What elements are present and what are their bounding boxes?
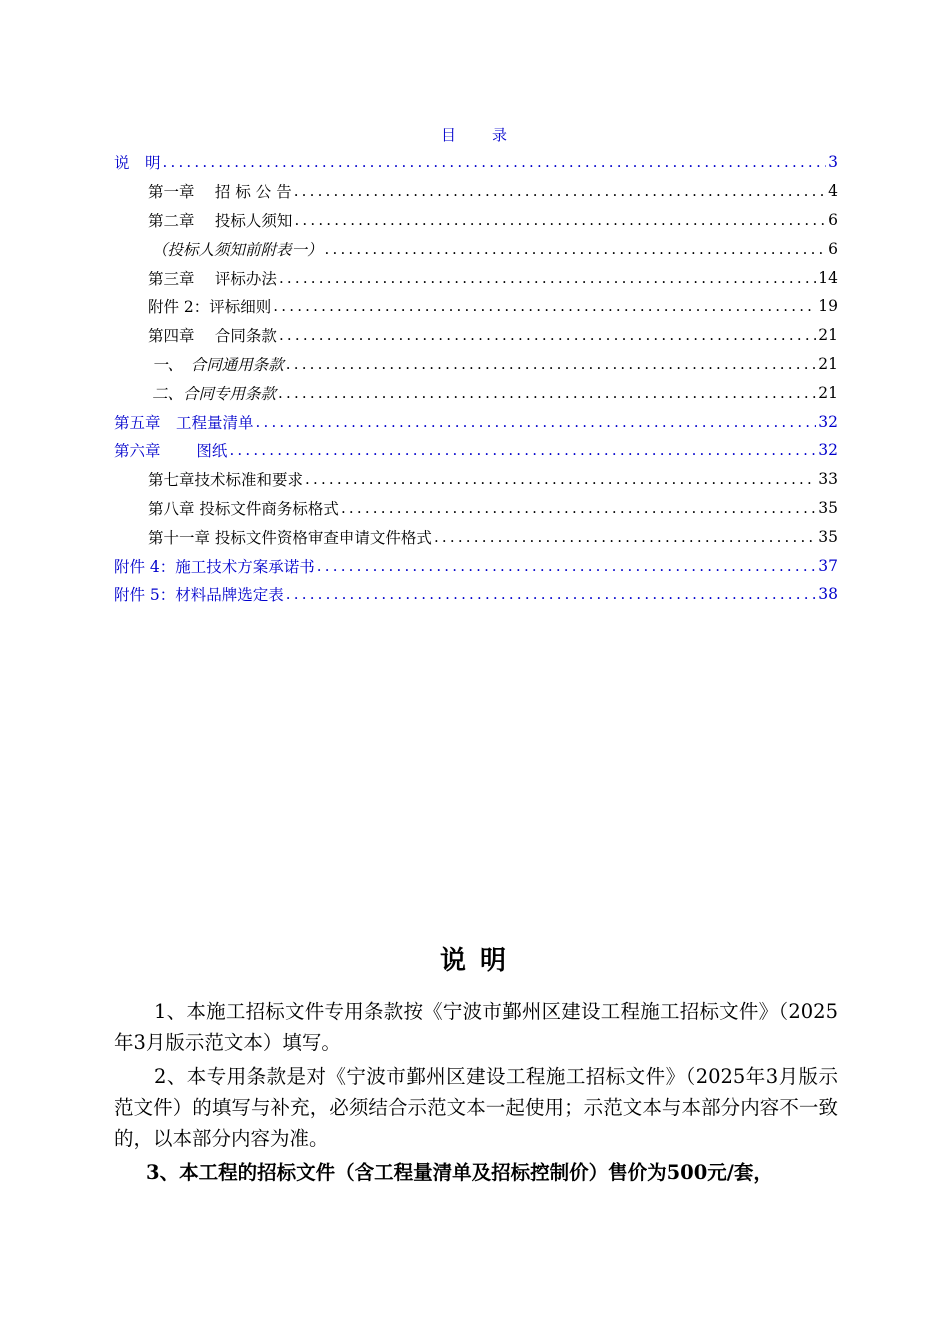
toc-entry-page: 35 [818, 527, 838, 546]
table-of-contents [114, 148, 838, 609]
section-body [114, 996, 838, 1191]
toc-entry-page: 19 [818, 297, 838, 316]
toc-leader-dots [278, 384, 816, 402]
toc-entry-label: 附件 5：材料品牌选定表 [114, 586, 284, 605]
toc-entry-chapter-1[interactable] [114, 177, 838, 206]
toc-entry-page: 6 [828, 210, 838, 229]
toc-leader-dots [279, 326, 816, 344]
toc-leader-dots [256, 413, 817, 431]
toc-entry-label: 第三章 评标办法 [148, 269, 277, 288]
toc-leader-dots [294, 182, 826, 200]
toc-entry-page: 21 [818, 383, 838, 402]
toc-entry-general-terms[interactable] [114, 350, 838, 379]
toc-entry-chapter-5[interactable] [114, 407, 838, 436]
toc-leader-dots [286, 355, 817, 373]
toc-entry-chapter-3[interactable] [114, 263, 838, 292]
toc-entry-page: 3 [828, 153, 838, 172]
toc-leader-dots [163, 153, 827, 171]
toc-entry-page: 21 [818, 354, 838, 373]
toc-entry-chapter-4[interactable] [114, 321, 838, 350]
toc-entry-label: 附件 2：评标细则 [148, 298, 272, 317]
toc-entry-chapter-7[interactable] [114, 465, 838, 494]
toc-entry-page: 6 [828, 239, 838, 258]
toc-entry-page: 21 [818, 326, 838, 345]
toc-entry-special-terms[interactable] [114, 378, 838, 407]
toc-entry-label: 附件 4：施工技术方案承诺书 [114, 557, 315, 576]
toc-entry-label: 一、 合同通用条款 [152, 355, 284, 374]
toc-entry-attachment-2[interactable] [114, 292, 838, 321]
toc-entry-attachment-5[interactable] [114, 580, 838, 609]
toc-entry-page: 37 [818, 556, 838, 575]
toc-entry-page: 32 [818, 412, 838, 431]
toc-entry-page: 32 [818, 441, 838, 460]
toc-leader-dots [229, 441, 816, 459]
toc-leader-dots [325, 240, 827, 258]
toc-entry-label: 第七章技术标准和要求 [148, 471, 304, 490]
toc-entry-label: 第一章 招 标 公 告 [148, 183, 292, 202]
toc-entry-explanation[interactable] [114, 148, 838, 177]
toc-entry-chapter-11[interactable] [114, 522, 838, 551]
toc-entry-label: 第十一章 投标文件资格审查申请文件格式 [148, 528, 432, 547]
toc-entry-page: 33 [818, 470, 838, 489]
toc-entry-label: 第五章 工程量清单 [114, 413, 254, 432]
toc-entry-page: 14 [818, 268, 838, 287]
toc-entry-label: 第二章 投标人须知 [148, 211, 293, 230]
toc-entry-label: 第八章 投标文件商务标格式 [148, 499, 339, 518]
toc-leader-dots [341, 499, 816, 517]
toc-entry-label: 二、合同专用条款 [152, 384, 277, 403]
toc-leader-dots [317, 557, 816, 575]
paragraph-3: 3、本工程的招标文件（含工程量清单及招标控制价）售价为500元/套， [146, 1161, 773, 1184]
toc-leader-dots [279, 269, 816, 287]
toc-entry-chapter-2[interactable] [114, 206, 838, 235]
toc-leader-dots [286, 585, 816, 603]
toc-entry-chapter-8[interactable] [114, 494, 838, 523]
section-heading: 说明 [439, 946, 520, 976]
toc-leader-dots [294, 211, 826, 229]
toc-entry-chapter-6[interactable] [114, 436, 838, 465]
toc-leader-dots [434, 528, 816, 546]
toc-entry-page: 38 [818, 585, 838, 604]
paragraph-1: 1、本施工招标文件专用条款按《宁波市鄞州区建设工程施工招标文件》（2025年3月版示范文本）填写。 [114, 1000, 838, 1054]
toc-title: 目 录 [440, 126, 509, 144]
toc-entry-page: 35 [818, 498, 838, 517]
toc-entry-bidder-notice-table[interactable] [114, 234, 838, 263]
toc-entry-label: 第六章 图纸 [114, 442, 228, 461]
toc-entry-label: （投标人须知前附表一） [152, 240, 323, 259]
toc-entry-label: 第四章 合同条款 [148, 327, 277, 346]
toc-entry-label: 说 明 [114, 154, 161, 173]
toc-entry-page: 4 [828, 182, 838, 201]
paragraph-2: 2、本专用条款是对《宁波市鄞州区建设工程施工招标文件》（2025年3月版示范文件）的填写与补充，必须结合示范文本一起使用；示范文本与本部分内容不一致的，以本部分内容为准。 [114, 1065, 838, 1150]
toc-leader-dots [305, 470, 816, 488]
toc-leader-dots [273, 297, 816, 315]
toc-entry-attachment-4[interactable] [114, 551, 838, 580]
